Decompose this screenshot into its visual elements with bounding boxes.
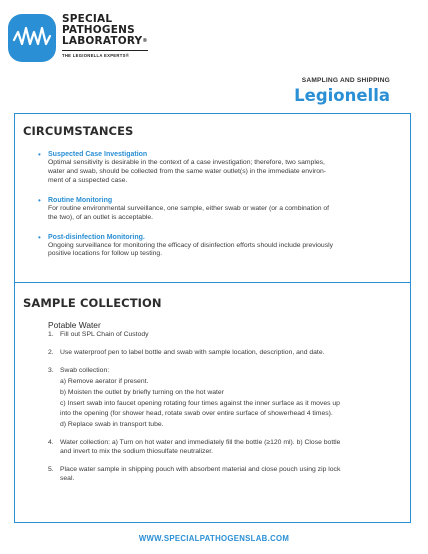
section-divider (14, 282, 411, 283)
step-line: seal. (60, 474, 75, 482)
step-number: 1. (48, 331, 54, 338)
step-line: Fill out SPL Chain of Custody (60, 331, 149, 338)
sample-steps-list (48, 331, 408, 484)
item-line: water and swab, should be collected from the same water outlet(s) in the immediate environ- (48, 167, 327, 175)
step-line: b) Moisten the outlet by briefly turning on the hot water (60, 388, 224, 396)
brand-wordmark (62, 14, 148, 58)
lab-logo-icon (8, 14, 56, 62)
item-title: Routine Monitoring (48, 196, 113, 204)
step-line: a) Remove aerator if present. (60, 377, 149, 385)
step-number: 4. (48, 439, 54, 447)
registered-mark: ® (142, 38, 148, 44)
step-line: Place water sample in shipping pouch with absorbent material and close pouch using zip lock (60, 466, 341, 474)
list-item (38, 232, 398, 260)
step-number: 5. (48, 466, 54, 474)
brand-tagline: THE LEGIONELLA EXPERTS® (62, 50, 148, 58)
step-line: c) Insert swab into faucet opening rotating four times against the inner surface as it moves up (60, 399, 340, 407)
list-item (38, 195, 398, 223)
brand-line-3: LABORATORY® (62, 35, 148, 47)
step-line: Use waterproof pen to label bottle and swab with sample location, description, and date. (60, 348, 325, 356)
document-kicker: SAMPLING AND SHIPPING (301, 77, 390, 84)
list-item (48, 349, 408, 358)
website-link[interactable]: WWW.SPECIALPATHOGENSLAB.COM (138, 534, 290, 543)
item-line: Ongoing surveillance for monitoring the efficacy of disinfection efforts should include previously (48, 241, 333, 249)
item-title: Post-disinfection Monitoring. (48, 233, 145, 241)
step-line: and invert to mix the sodium thiosulfate neutralizer. (60, 448, 214, 456)
list-item (48, 466, 408, 484)
list-item (38, 150, 398, 186)
circumstances-list (38, 150, 398, 259)
step-number: 3. (48, 366, 54, 374)
step-line: Water collection: a) Turn on hot water and immediately fill the bottle (≥120 ml). b) Close bottle (60, 439, 341, 447)
item-line: Optimal sensitivity is desirable in the context of a case investigation; therefore, two samples, (48, 159, 325, 166)
list-item (48, 439, 408, 457)
circumstances-heading: CIRCUMSTANCES (23, 124, 134, 138)
brand-line-2: PATHOGENS (62, 24, 135, 36)
item-title: Suspected Case Investigation (48, 151, 148, 158)
list-item (48, 367, 408, 430)
brand-line-1: SPECIAL (62, 13, 113, 25)
list-item (48, 331, 408, 340)
step-line: Swab collection: (60, 366, 110, 374)
item-line: ment of a suspected case. (48, 176, 128, 184)
step-line: into the opening (for shower head, rotate swab over entire surface of showerhead 4 times). (60, 410, 333, 418)
bullet-dot: • (38, 150, 41, 159)
bullet-dot: • (38, 195, 41, 205)
step-line: d) Replace swab in transport tube. (60, 421, 164, 429)
bullet-dot: • (38, 232, 41, 242)
step-number: 2. (48, 348, 54, 356)
tagline-trademark: ® (125, 53, 130, 58)
potable-water-subheading: Potable Water (48, 320, 101, 330)
sample-collection-heading: SAMPLE COLLECTION (23, 296, 162, 310)
item-line: For routine environmental surveillance, one sample, either swab or water (or a combination of (48, 204, 330, 212)
document-title: Legionella (294, 86, 390, 105)
item-line: positive locations for follow up testing. (48, 250, 163, 258)
item-line: the two), of an outlet is acceptable. (48, 213, 154, 221)
